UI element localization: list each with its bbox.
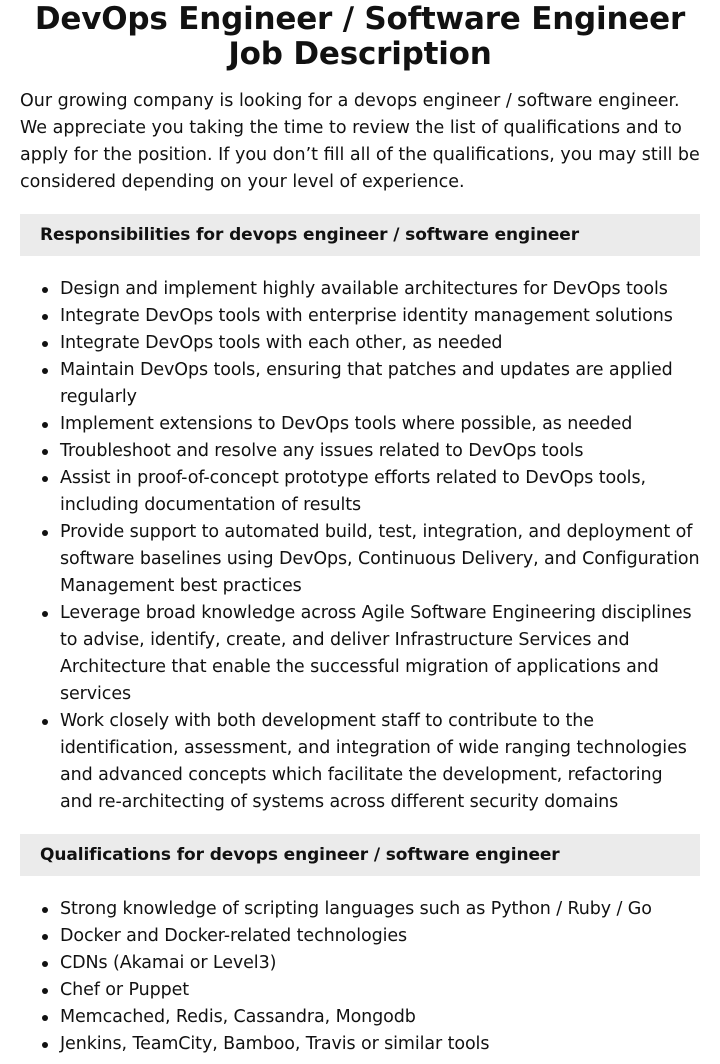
responsibilities-heading: Responsibilities for devops engineer / software engineer <box>20 214 700 256</box>
list-item: Design and implement highly available architectures for DevOps tools <box>60 276 700 303</box>
list-item: Strong knowledge of scripting languages such as Python / Ruby / Go <box>60 896 700 923</box>
list-item: Work closely with both development staff to contribute to the identification, assessment, and integration of wide ranging technologies and advanced concepts which facilitate the development, refactoring and re-architecting of systems across different security domains <box>60 708 700 816</box>
list-item: Integrate DevOps tools with enterprise identity management solutions <box>60 303 700 330</box>
list-item: Troubleshoot and resolve any issues related to DevOps tools <box>60 438 700 465</box>
qualifications-heading: Qualifications for devops engineer / software engineer <box>20 834 700 876</box>
list-item: Chef or Puppet <box>60 977 700 1004</box>
list-item: Provide support to automated build, test, integration, and deployment of software baselines using DevOps, Continuous Delivery, and Configuration Management best practices <box>60 519 700 600</box>
responsibilities-list <box>20 276 700 816</box>
qualifications-list <box>20 896 700 1058</box>
list-item: Assist in proof-of-concept prototype efforts related to DevOps tools, including documentation of results <box>60 465 700 519</box>
list-item: Implement extensions to DevOps tools where possible, as needed <box>60 411 700 438</box>
list-item: CDNs (Akamai or Level3) <box>60 950 700 977</box>
page-title: DevOps Engineer / Software Engineer Job Description <box>34 1 686 72</box>
list-item: Memcached, Redis, Cassandra, Mongodb <box>60 1004 700 1031</box>
list-item: Integrate DevOps tools with each other, as needed <box>60 330 700 357</box>
intro-paragraph: Our growing company is looking for a devops engineer / software engineer. We appreciate you taking the time to review the list of qualifications and to apply for the position. If you don’t fill all of the qualifications, you may still be considered depending on your level of experience. <box>20 91 700 192</box>
list-item: Leverage broad knowledge across Agile Software Engineering disciplines to advise, identify, create, and deliver Infrastructure Services and Architecture that enable the successful migration of applications and services <box>60 600 700 708</box>
list-item: Docker and Docker-related technologies <box>60 923 700 950</box>
list-item: Jenkins, TeamCity, Bamboo, Travis or similar tools <box>60 1031 700 1058</box>
list-item: Maintain DevOps tools, ensuring that patches and updates are applied regularly <box>60 357 700 411</box>
